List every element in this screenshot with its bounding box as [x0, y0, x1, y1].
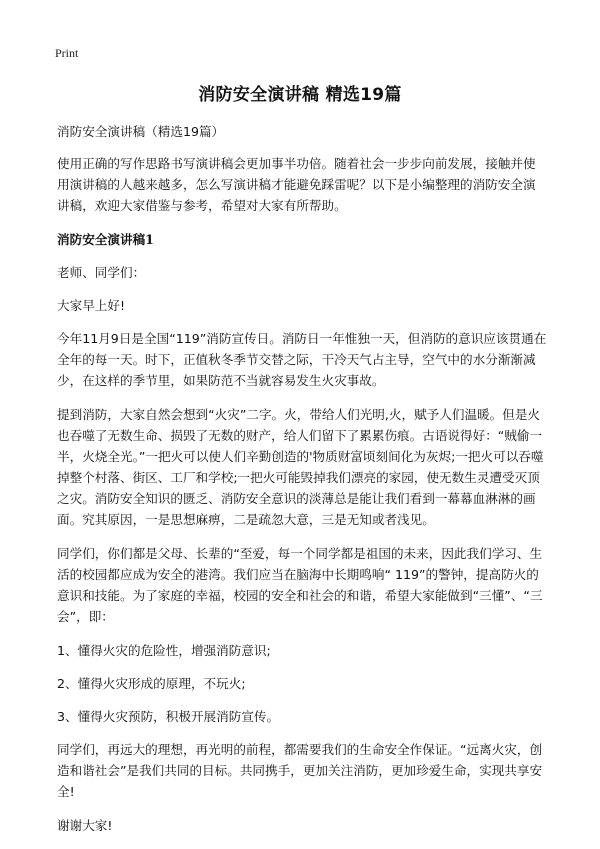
intro-paragraph: 使用正确的写作思路书写演讲稿会更加事半功倍。随着社会一步步向前发展，接触并使用演讲稿的人越来越多，怎么写演讲稿才能避免踩雷呢？以下是小编整理的消防安全演讲稿，欢迎大家借鉴与参考，希望对大家有所帮助。	[57, 156, 536, 213]
document-subtitle: 消防安全演讲稿（精选19篇）	[57, 124, 225, 139]
document-title: 消防安全演讲稿 精选19篇	[198, 85, 402, 105]
section-heading: 消防安全演讲稿1	[57, 232, 154, 247]
list-item: 2、懂得火灾形成的原理，不玩火;	[57, 676, 246, 691]
morning-greeting: 大家早上好!	[57, 298, 126, 313]
body-paragraph: 提到消防，大家自然会想到“火灾”二字。火，带给人们光明,火，赋予人们温暖。但是火也吞噬了无数生命、损毁了无数的财产，给人们留下了累累伤痕。古语说得好：“贼偷一半，火烧全光。”一把火可以使人们辛勤创造的'物质财富顷刻间化为灰烬;一把火可以吞噬掉整个村落、街区、工厂和学校;一把火可能毁掉我们漂亮的家园，使无数生灵遭受灭顶之灾。消防安全知识的匮乏、消防安全意识的淡薄总是能让我们看到一幕幕血淋淋的画面。究其原因，一是思想麻痹，二是疏忽大意，三是无知或者浅见。	[57, 407, 544, 527]
closing-paragraph: 同学们，再远大的理想，再光明的前程，都需要我们的生命安全作保证。“远离火灾，创造和谐社会”是我们共同的目标。共同携手，更加关注消防，更加珍爱生命，实现共享安全!	[57, 742, 543, 799]
body-paragraph: 今年11月9日是全国“119”消防宣传日。消防日一年惟独一天，但消防的意识应该贯通在全年的每一天。时下，正值秋冬季节交替之际，干冷天气占主导，空气中的水分渐渐减少，在这样的季节里，如果防范不当就容易发生火灾事故。	[57, 331, 547, 388]
body-paragraph: 同学们，你们都是父母、长辈的“至爱，每一个同学都是祖国的未来，因此我们学习、生活的校园都应成为安全的港湾。我们应当在脑海中长期鸣响“ 119”的警钟，提高防火的意识和技能。为了家庭的幸福，校园的安全和社会的和谐，希望大家能做到“三懂”、“三会”，即：	[57, 546, 543, 624]
print-link[interactable]: Print	[55, 46, 79, 60]
document-body	[57, 121, 547, 849]
list-item: 1、懂得火灾的危险性，增强消防意识;	[57, 643, 271, 658]
list-item: 3、懂得火灾预防，积极开展消防宣传。	[57, 709, 280, 724]
greeting: 老师、同学们：	[57, 265, 146, 280]
thanks-line: 谢谢大家!	[57, 818, 113, 833]
